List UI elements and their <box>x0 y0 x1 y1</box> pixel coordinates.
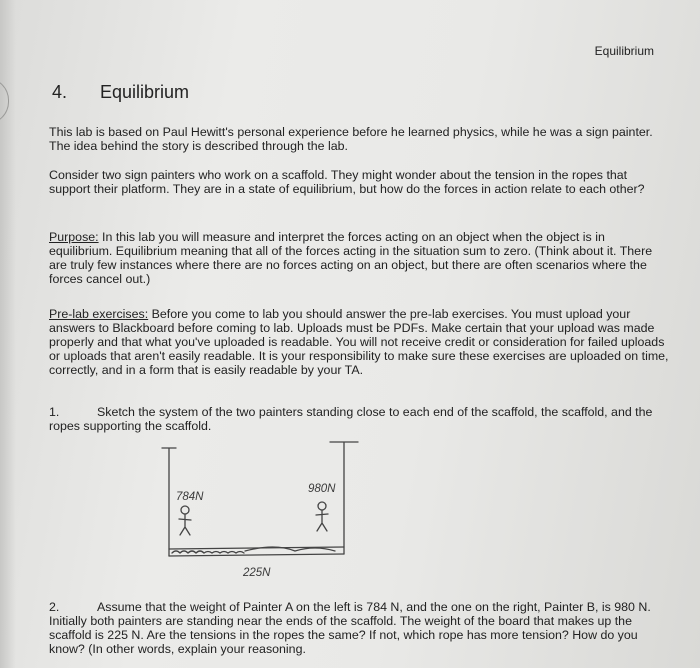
painter-a-figure <box>179 506 191 535</box>
question-2-text: Assume that the weight of Painter A on the left is 784 N, and the one on the right, Painter B, is 980 N. Initially both painters are standing near the ends of the scaffold. The weight of the board that makes up the scaffold is 225 N. Are the tensions in the ropes the same? If not, which rope has more tension? How do you know? (In other words, explain your reasoning. <box>49 600 651 656</box>
running-header: Equilibrium <box>594 44 654 58</box>
question-2 <box>49 600 669 656</box>
right-rope <box>330 442 358 554</box>
section-number: 4. <box>52 82 68 102</box>
question-1-text: Sketch the system of the two painters standing close to each end of the scaffold, the scaffold, and the ropes supporting the scaffold. <box>49 405 653 433</box>
purpose-paragraph <box>49 230 669 286</box>
prelab-text: Before you come to lab you should answer the pre-lab exercises. You must upload your answers to Blackboard before coming to lab. Uploads must be PDFs. Make certain that your upload was made properly and that what you've uploaded is readable. You will not receive credit or consideration for failed uploads or uploads that aren't easily readable. It is your responsibility to make sure these exercises are uploaded on time, correctly, and in a form that is easily readable by your TA. <box>49 307 669 377</box>
section-heading <box>52 82 189 103</box>
prelab-label: Pre-lab exercises: <box>49 307 149 321</box>
painter-b-figure <box>316 502 328 531</box>
scaffold-sketch <box>150 436 380 581</box>
purpose-text: In this lab you will measure and interpret the forces acting on an object when the object is in equilibrium. Equilibrium meaning that all of the forces acting in the situation sum to zero. (Think about it. There are truly few instances where there are no forces acting on an object, but there are often scenarios where the forces cancel out.) <box>49 230 653 286</box>
question-1-number: 1. <box>49 405 60 419</box>
board-weight-label: 225N <box>243 567 271 579</box>
question-2-number: 2. <box>49 600 60 614</box>
question-1 <box>49 405 669 433</box>
left-rope <box>162 448 176 556</box>
right-weight-label: 980N <box>308 483 336 495</box>
section-title: Equilibrium <box>100 82 190 102</box>
purpose-label: Purpose: <box>49 230 99 244</box>
consider-paragraph: Consider two sign painters who work on a scaffold. They might wonder about the tension in the ropes that support their platform. They are in a state of equilibrium, but how do the forces in action relate to each other? <box>49 168 645 196</box>
intro-paragraph: This lab is based on Paul Hewitt's personal experience before he learned physics, while he was a sign painter. The idea behind the story is described through the lab. <box>49 125 653 153</box>
prelab-paragraph <box>49 307 669 377</box>
left-weight-label: 784N <box>176 491 204 503</box>
